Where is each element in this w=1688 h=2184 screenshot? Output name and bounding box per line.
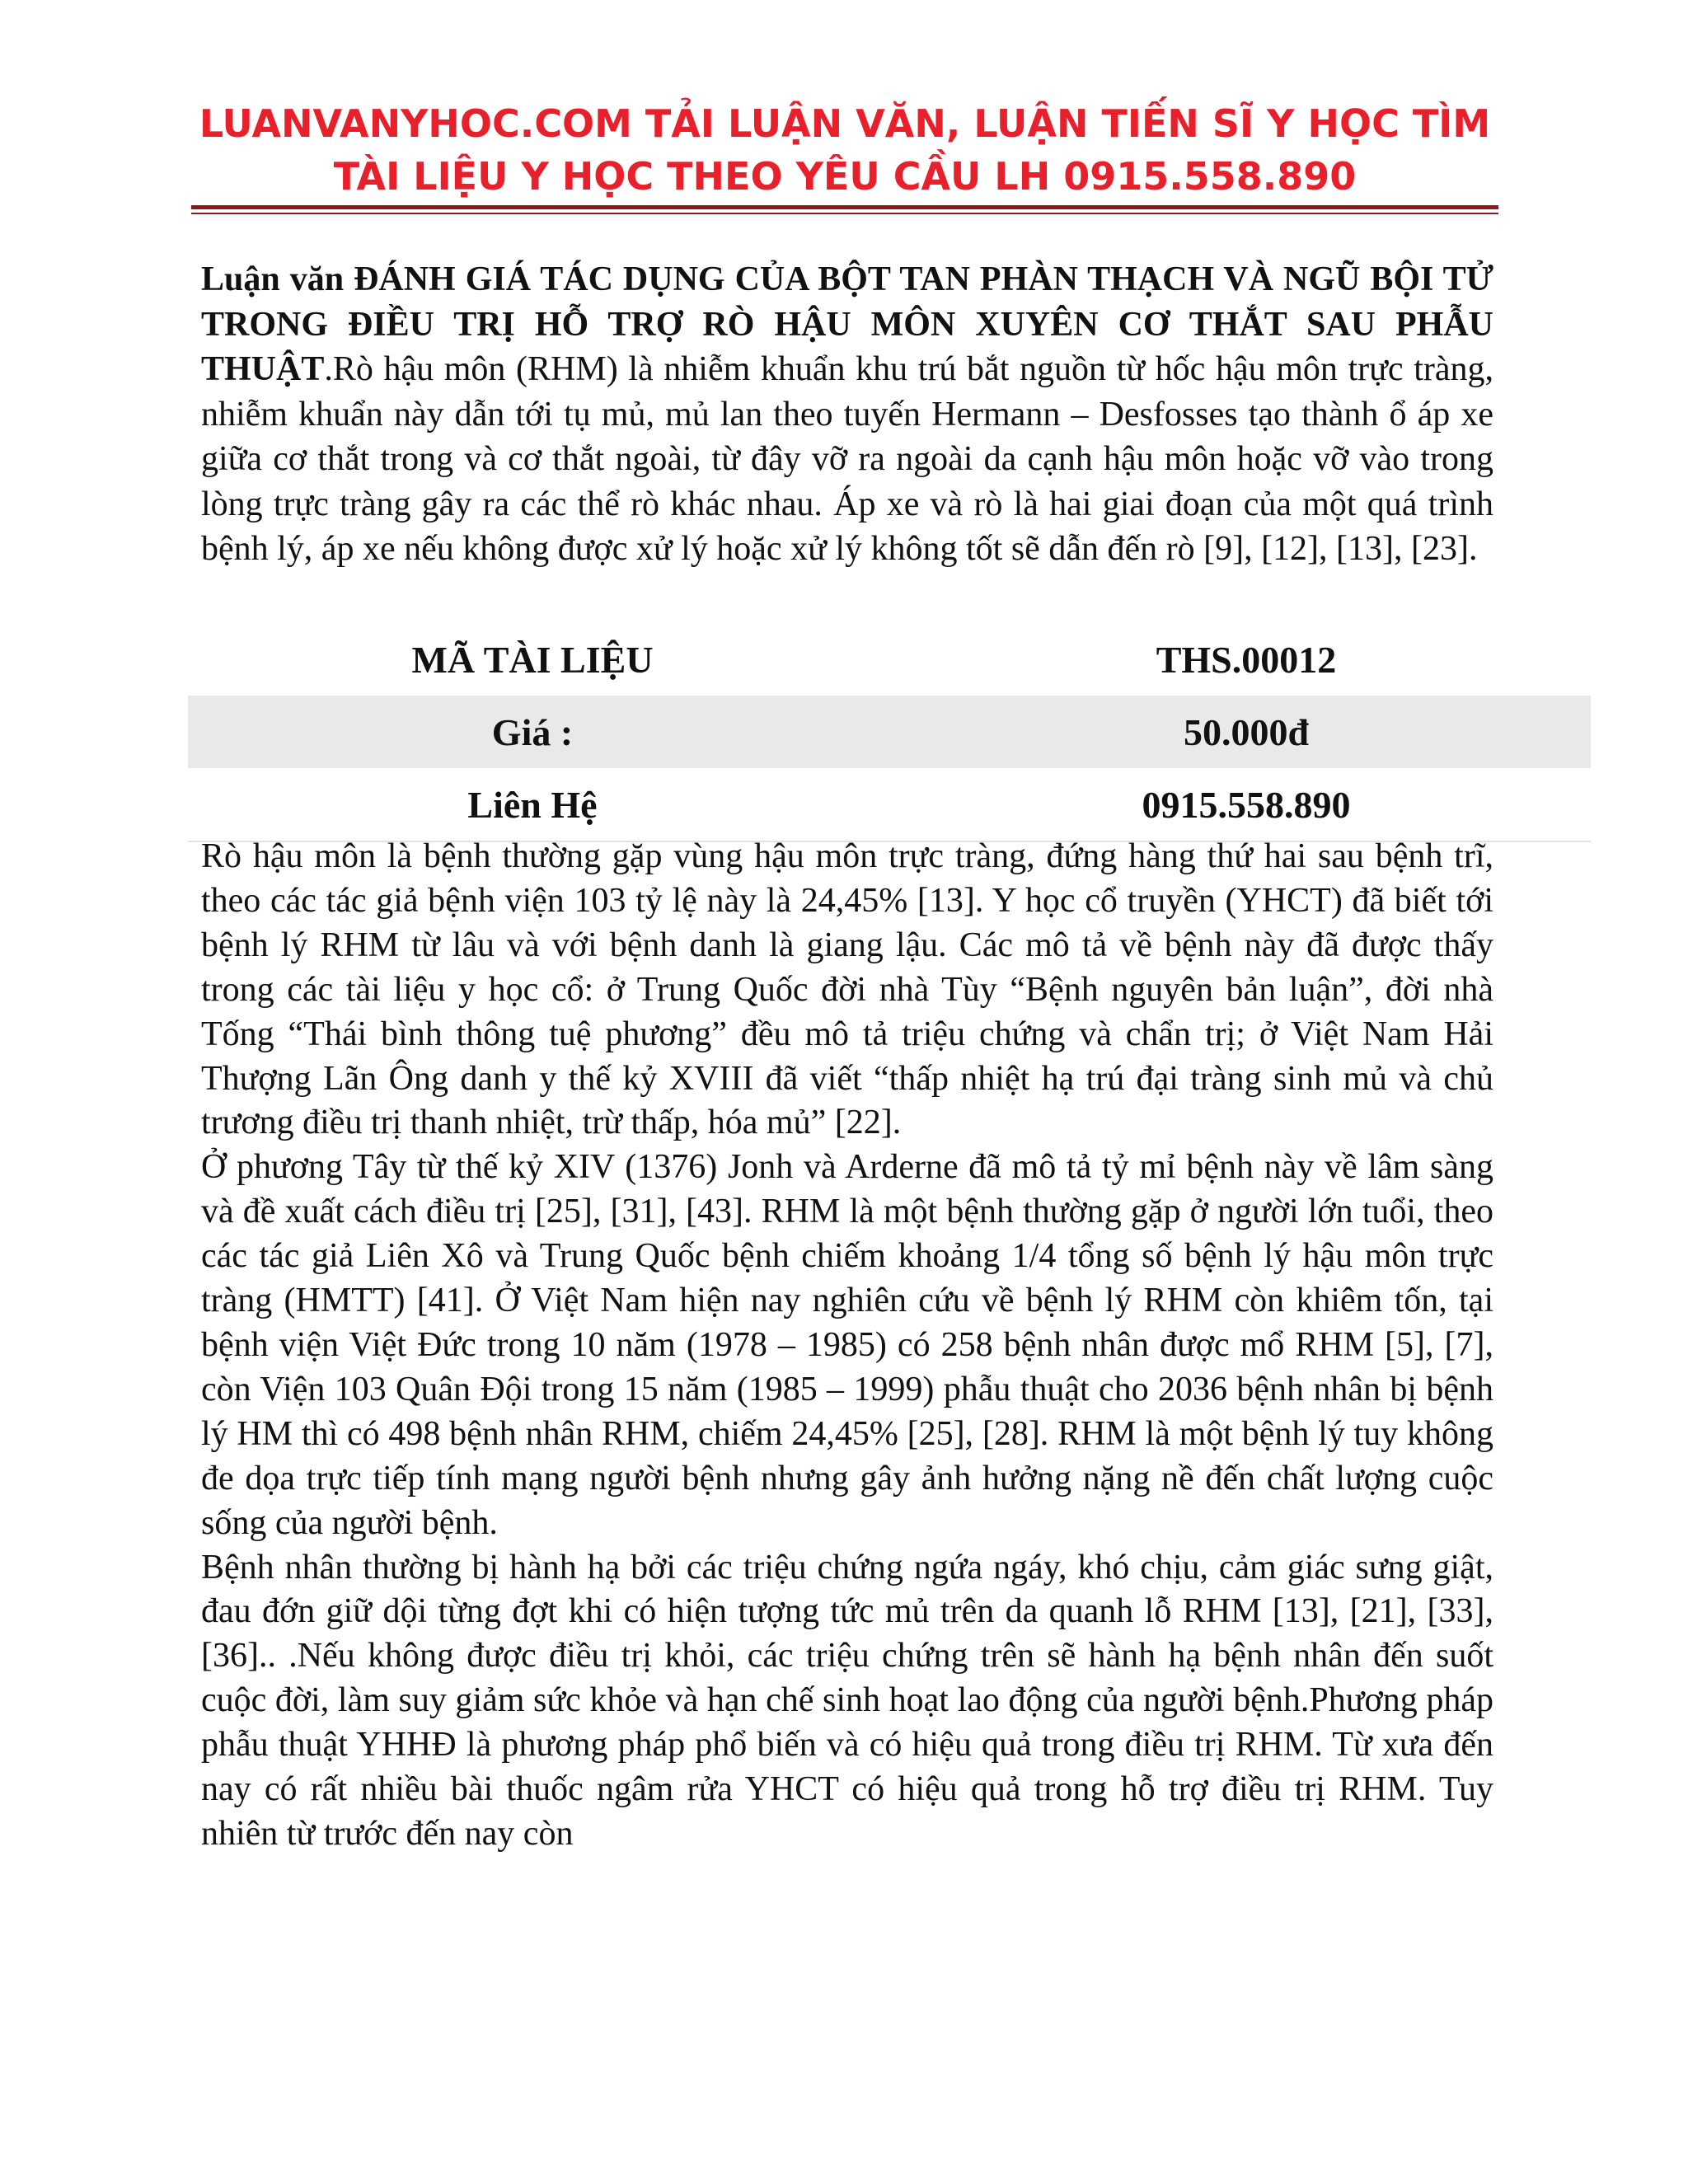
intro-paragraph xyxy=(201,257,1493,572)
body-paragraph-1: Rò hậu môn là bệnh thường gặp vùng hậu môn trực tràng, đứng hàng thứ hai sau bệnh trĩ, theo các tác giả bệnh viện 103 tỷ lệ này là 24,45% [13]. Y học cổ truyền (YHCT) đã biết tới bệnh lý RHM từ lâu và với bệnh danh là giang lậu. Các mô tả về bệnh này đã được thấy trong các tài liệu y học cổ: ở Trung Quốc đời nhà Tùy “Bệnh nguyên bản luận”, đời nhà Tống “Thái bình thông tuệ phương” đều mô tả triệu chứng và chẩn trị; ở Việt Nam Hải Thượng Lãn Ông danh y thế kỷ XVIII đã viết “thấp nhiệt hạ trú đại tràng sinh mủ và chủ trương điều trị thanh nhiệt, trừ thấp, hóa mủ” [22]. xyxy=(201,837,1493,1142)
info-value-code: THS.00012 xyxy=(1156,638,1337,681)
header-line-1: LUANVANYHOC.COM TẢI LUẬN VĂN, LUẬN TIẾN SĨ Y HỌC TÌM xyxy=(199,101,1491,146)
header-line-2: TÀI LIỆU Y HỌC THEO YÊU CẦU LH 0915.558.890 xyxy=(333,154,1357,199)
intro-prefix: Luận văn xyxy=(201,260,354,298)
info-label-code: MÃ TÀI LIỆU xyxy=(411,638,654,681)
body-text xyxy=(201,835,1493,1857)
body-paragraph-2: Ở phương Tây từ thế kỷ XIV (1376) Jonh và Arderne đã mô tả tỷ mỉ bệnh này về lâm sàng và đề xuất cách điều trị [25], [31], [43]. RHM là một bệnh thường gặp ở người lớn tuổi, theo các tác giả Liên Xô và Trung Quốc bệnh chiếm khoảng 1/4 tổng số bệnh lý hậu môn trực tràng (HMTT) [41]. Ở Việt Nam hiện nay nghiên cứu về bệnh lý RHM còn khiêm tốn, tại bệnh viện Việt Đức trong 10 năm (1978 – 1985) có 258 bệnh nhân được mổ RHM [5], [7], còn Viện 103 Quân Đội trong 15 năm (1985 – 1999) phẫu thuật cho 2036 bệnh nhân bị bệnh lý HM thì có 498 bệnh nhân RHM, chiếm 24,45% [25], [28]. RHM là một bệnh lý tuy không đe dọa trực tiếp tính mạng người bệnh nhưng gây ảnh hưởng nặng nề đến chất lượng cuộc sống của người bệnh. xyxy=(201,1148,1493,1542)
info-row-price xyxy=(188,696,1591,768)
page-header xyxy=(191,97,1498,203)
document-info-table xyxy=(188,623,1591,842)
info-label-contact: Liên Hệ xyxy=(467,783,598,826)
thesis-title: ĐÁNH GIÁ TÁC DỤNG CỦA BỘT TAN PHÀN THẠCH VÀ NGŨ BỘI TỬ TRONG ĐIỀU TRỊ HỖ TRỢ RÒ HẬU MÔN XUYÊN CƠ THẮT SAU PHẪU THUẬT xyxy=(201,260,1494,388)
info-label-price: Giá : xyxy=(491,710,574,753)
info-row-code xyxy=(188,623,1591,696)
info-value-price: 50.000đ xyxy=(1183,710,1310,753)
header-rule-thin xyxy=(191,213,1498,214)
info-value-contact: 0915.558.890 xyxy=(1142,783,1351,826)
info-row-contact xyxy=(188,768,1591,841)
header-rule-thick xyxy=(191,205,1498,209)
intro-text: .Rò hậu môn (RHM) là nhiễm khuẩn khu trú bắt nguồn từ hốc hậu môn trực tràng, nhiễm khuẩn này dẫn tới tụ mủ, mủ lan theo tuyến Hermann – Desfosses tạo thành ổ áp xe giữa cơ thắt trong và cơ thắt ngoài, từ đây vỡ ra ngoài da cạnh hậu môn hoặc vỡ vào trong lòng trực tràng gây ra các thể rò khác nhau. Áp xe và rò là hai giai đoạn của một quá trình bệnh lý, áp xe nếu không được xử lý hoặc xử lý không tốt sẽ dẫn đến rò [9], [12], [13], [23]. xyxy=(201,350,1493,568)
body-paragraph-3: Bệnh nhân thường bị hành hạ bởi các triệu chứng ngứa ngáy, khó chịu, cảm giác sưng giật, đau đớn giữ dội từng đợt khi có hiện tượng tức mủ trên da quanh lỗ RHM [13], [21], [33], [36].. .Nếu không được điều trị khỏi, các triệu chứng trên sẽ hành hạ bệnh nhân đến suốt cuộc đời, làm suy giảm sức khỏe và hạn chế sinh hoạt lao động của người bệnh.Phương pháp phẫu thuật YHHĐ là phương pháp phổ biến và có hiệu quả trong điều trị RHM. Từ xưa đến nay có rất nhiều bài thuốc ngâm rửa YHCT có hiệu quả trong hỗ trợ điều trị RHM. Tuy nhiên từ trước đến nay còn xyxy=(201,1548,1493,1853)
